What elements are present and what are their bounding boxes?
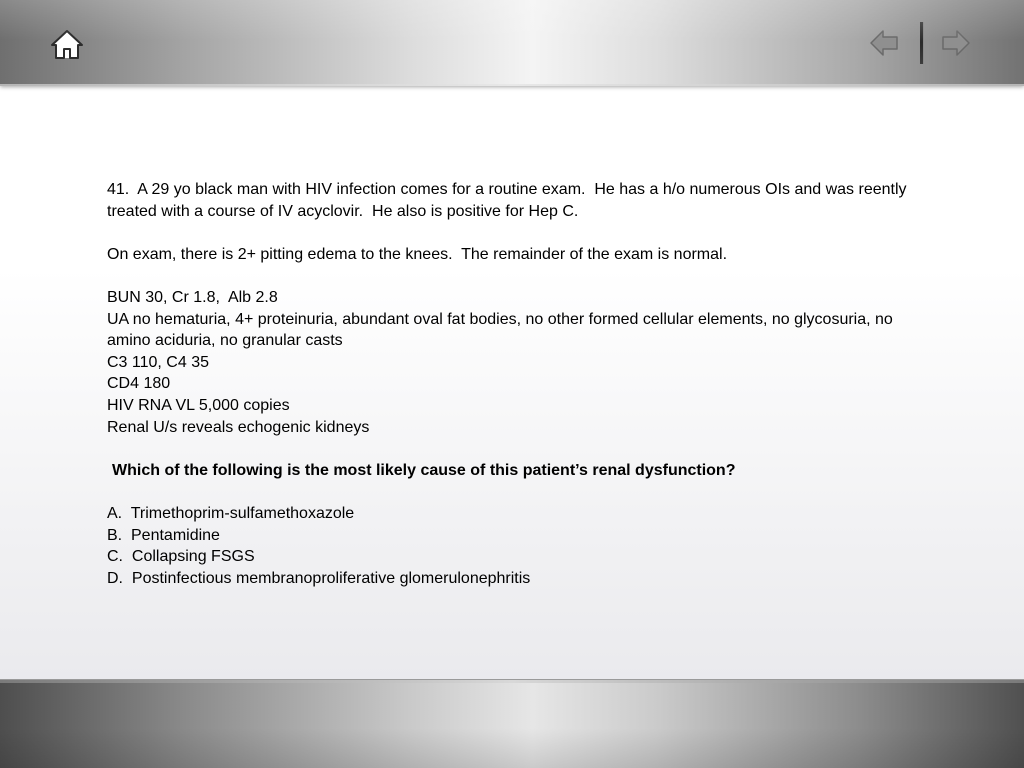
home-icon [50, 28, 84, 60]
previous-slide-button[interactable] [868, 28, 900, 58]
spacer [107, 438, 937, 460]
nav-divider [920, 22, 924, 64]
spacer [107, 265, 937, 287]
answer-option: D. Postinfectious membranoproliferative glomerulonephritis [107, 569, 531, 587]
lab-line: UA no hematuria, 4+ proteinuria, abundant oval fat bodies, no other formed cellular elements, no glycosuria, no amino aciduria, no granular casts [107, 310, 898, 350]
spacer [107, 481, 937, 503]
toolbar-separator [0, 84, 1024, 86]
lab-line: BUN 30, Cr 1.8, Alb 2.8 [107, 288, 278, 306]
answer-option: A. Trimethoprim-sulfamethoxazole [107, 504, 355, 522]
answer-option: B. Pentamidine [107, 526, 220, 544]
spacer [107, 222, 937, 244]
question-stem: 41. A 29 yo black man with HIV infection comes for a routine exam. He has a h/o numerous OIs and was reently treated with a course of IV acyclovir. He also is positive for Hep C. [107, 181, 911, 220]
answer-option: C. Collapsing FSGS [107, 548, 255, 566]
home-button[interactable] [50, 28, 84, 60]
bottom-bar [0, 680, 1024, 768]
lab-line: C3 110, C4 35 [107, 353, 209, 371]
lab-line: HIV RNA VL 5,000 copies [107, 396, 290, 414]
lab-line: Renal U/s reveals echogenic kidneys [107, 418, 370, 436]
arrow-right-icon [940, 28, 972, 58]
next-slide-button[interactable] [940, 28, 972, 58]
question-prompt: Which of the following is the most likely cause of this patient’s renal dysfunction? [112, 461, 736, 479]
exam-findings: On exam, there is 2+ pitting edema to the knees. The remainder of the exam is normal. [107, 245, 728, 263]
arrow-left-icon [868, 28, 900, 58]
top-toolbar [0, 0, 1024, 84]
slide-navigation [866, 22, 978, 64]
lab-line: CD4 180 [107, 375, 171, 393]
slide-content [107, 179, 937, 589]
